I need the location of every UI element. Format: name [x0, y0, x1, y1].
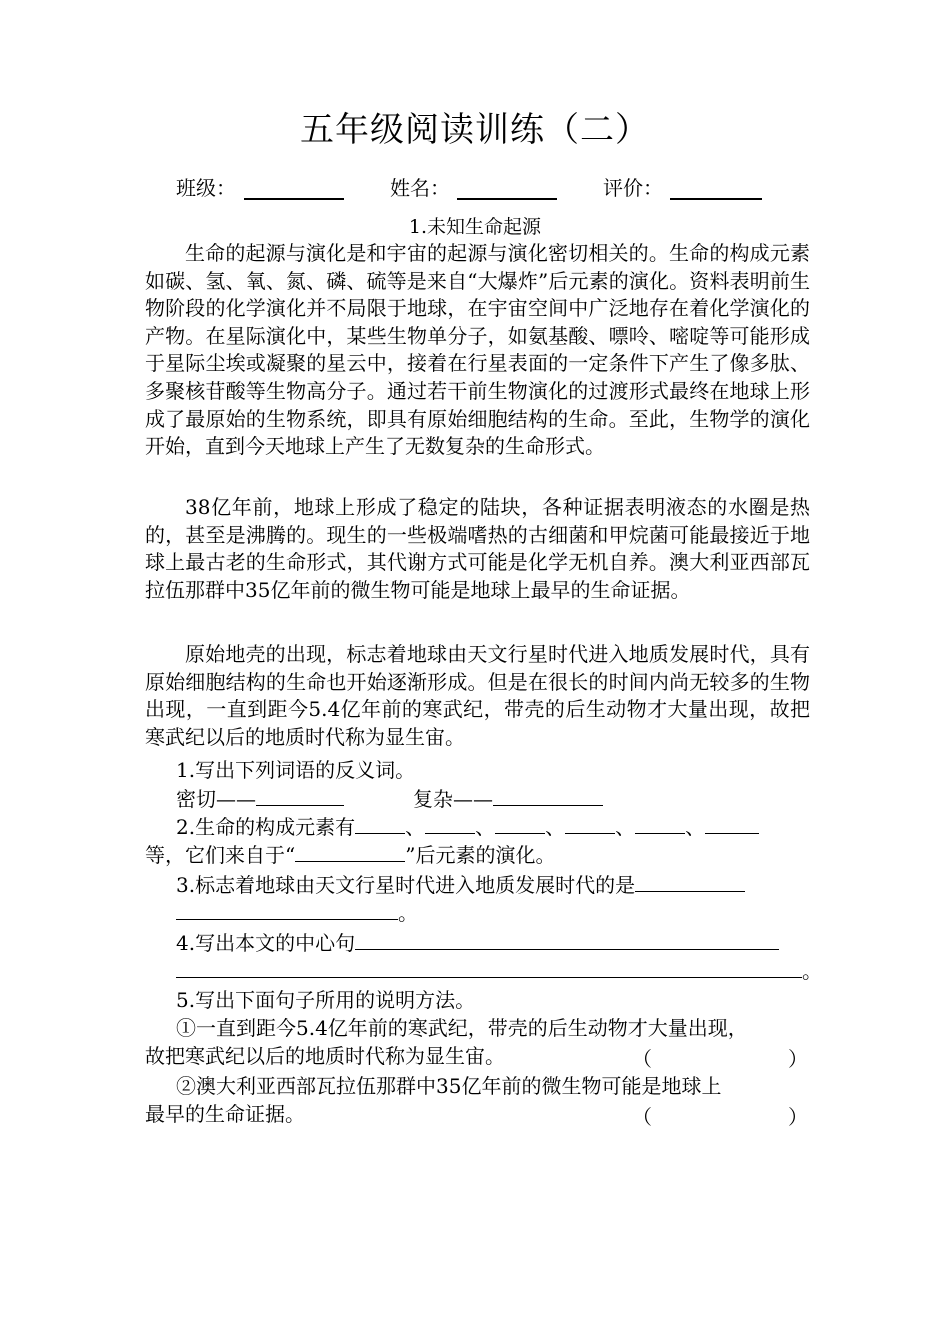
question-3-line-2 — [176, 899, 418, 928]
q2-separator: 、 — [545, 815, 566, 839]
paragraph-3: 原始地壳的出现，标志着地球由天文行星时代进入地质发展时代，具有原始细胞结构的生命也开始逐渐形成。但是在很长的时间内尚无较多的生物出现，一直到距今5.4亿年前的寒武纪，带壳的后生动物才大量出现，故把寒武纪以后的地质时代称为显生宙。 — [145, 642, 810, 749]
passage-title: 1.未知生命起源 — [408, 216, 542, 238]
student-info-row — [0, 172, 950, 202]
q2-separator: 、 — [615, 815, 636, 839]
q3-prompt: 3.标志着地球由天文行星时代进入地质发展时代的是 — [176, 873, 636, 897]
q1-answer-1-blank[interactable] — [256, 785, 344, 806]
question-5: 5.写出下面句子所用的说明方法。 — [176, 988, 476, 1012]
q2-element-blank-1[interactable] — [355, 813, 405, 834]
question-1-word-1 — [176, 785, 344, 814]
q2-separator: 、 — [475, 815, 496, 839]
q5-sentence-2-line-2: 最早的生命证据。 — [145, 1102, 305, 1126]
paragraph-1: 生命的起源与演化是和宇宙的起源与演化密切相关的。生命的构成元素如碳、氢、氧、氮、磷、硫等是来自“大爆炸”后元素的演化。资料表明前生物阶段的化学演化并不局限于地球，在宇宙空间中广泛地存在着化学演化的产物。在星际演化中，某些生物单分子，如氨基酸、嘌呤、嘧啶等可能形成于星际尘埃或凝聚的星云中，接着在行星表面的一定条件下产生了像多肽、多聚核苷酸等生物高分子。通过若干前生物演化的过渡形式最终在地球上形成了最原始的生物系统，即具有原始细胞结构的生命。至此，生物学的演化开始，直到今天地球上产生了无数复杂的生命形式。 — [145, 241, 810, 459]
q5-sentence-1-line-2: 故把寒武纪以后的地质时代称为显生宙。 — [145, 1044, 505, 1068]
q5-answer-1-open-paren: （ — [632, 1047, 652, 1071]
question-2-line-1 — [176, 813, 759, 842]
class-blank[interactable] — [244, 198, 344, 200]
class-label: 班级： — [176, 176, 236, 200]
q1-word1-label: 密切—— — [176, 787, 256, 811]
q2-element-blank-4[interactable] — [565, 813, 615, 834]
q5-answer-1-close-paren: ） — [788, 1047, 808, 1071]
q3-answer-blank-2[interactable] — [176, 899, 398, 920]
q1-word2-label: 复杂—— — [413, 787, 493, 811]
q5-answer-2-close-paren: ） — [788, 1105, 808, 1129]
q2-source-blank[interactable] — [295, 841, 405, 862]
page-title: 五年级阅读训练（二） — [300, 110, 650, 150]
q1-answer-2-blank[interactable] — [493, 785, 603, 806]
q5-sentence-2-line-1: ②澳大利亚西部瓦拉伍那群中35亿年前的微生物可能是地球上 — [176, 1074, 722, 1098]
q2-element-blank-3[interactable] — [495, 813, 545, 834]
q4-answer-blank-2[interactable] — [176, 957, 802, 978]
question-3 — [176, 871, 745, 900]
question-2-line-2 — [145, 841, 555, 870]
q2-source-prefix: 等，它们来自于“ — [145, 843, 296, 867]
q2-separator: 、 — [685, 815, 706, 839]
q2-prompt: 2.生命的构成元素有 — [176, 815, 356, 839]
grade-blank[interactable] — [670, 198, 762, 200]
q4-period: 。 — [802, 959, 822, 983]
q5-answer-2-open-paren: （ — [632, 1105, 652, 1129]
question-1-word-2 — [413, 785, 603, 814]
question-1: 1.写出下列词语的反义词。 — [176, 758, 416, 782]
name-label: 姓名： — [390, 176, 450, 200]
grade-label: 评价： — [603, 176, 663, 200]
q4-answer-blank[interactable] — [355, 929, 779, 950]
q5-answer-2-field[interactable] — [654, 1101, 784, 1127]
q3-answer-blank[interactable] — [635, 871, 745, 892]
q2-element-blank-2[interactable] — [425, 813, 475, 834]
q5-answer-1-field[interactable] — [654, 1043, 784, 1069]
q5-sentence-1-line-1: ①一直到距今5.4亿年前的寒武纪，带壳的后生动物才大量出现， — [176, 1016, 748, 1040]
q3-period: 。 — [398, 901, 418, 925]
q2-element-blank-6[interactable] — [705, 813, 759, 834]
paragraph-2: 38亿年前，地球上形成了稳定的陆块，各种证据表明液态的水圈是热的，甚至是沸腾的。现生的一些极端嗜热的古细菌和甲烷菌可能最接近于地球上最古老的生命形式，其代谢方式可能是化学无机自养。澳大利亚西部瓦拉伍那群中35亿年前的微生物可能是地球上最早的生命证据。 — [145, 495, 810, 602]
q2-source-suffix: ”后元素的演化。 — [405, 843, 556, 867]
name-blank[interactable] — [457, 198, 557, 200]
question-4 — [176, 929, 779, 958]
q2-separator: 、 — [405, 815, 426, 839]
question-4-line-2 — [176, 957, 822, 986]
q2-element-blank-5[interactable] — [635, 813, 685, 834]
q4-prompt: 4.写出本文的中心句 — [176, 931, 356, 955]
